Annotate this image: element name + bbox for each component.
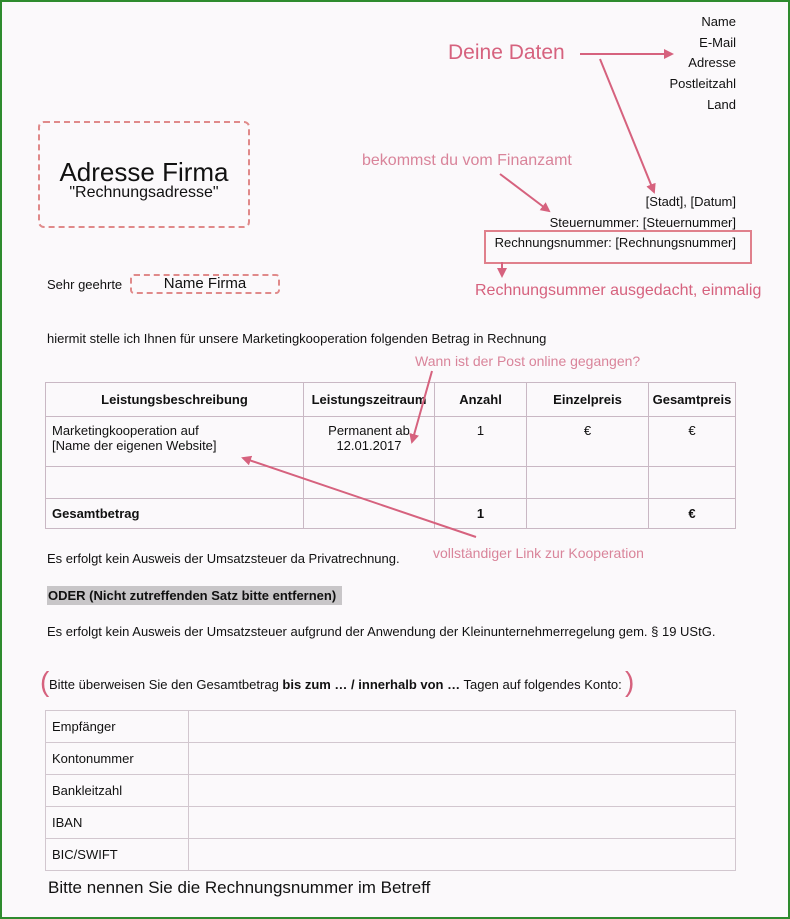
bank-label-iban: IBAN: [46, 807, 189, 839]
or-note: ODER (Nicht zutreffenden Satz bitte entfernen): [48, 588, 337, 603]
salutation-company: Name Firma: [163, 275, 247, 292]
arrow-to-tax-number: [500, 174, 549, 211]
arrow-to-date: [600, 59, 654, 192]
salutation-prefix: Sehr geehrte: [47, 277, 123, 292]
bank-label-recipient: Empfänger: [46, 711, 189, 743]
recipient-subtitle: "Rechnungsadresse": [69, 184, 219, 201]
payment-text-part1: Bitte überweisen Sie den Gesamtbetrag: [49, 677, 283, 692]
service-total-price: €: [649, 417, 736, 467]
vat-note-private: Es erfolgt kein Ausweis der Umsatzsteuer da Privatrechnung.: [47, 551, 400, 566]
service-description-line2: [Name der eigenen Website]: [52, 438, 217, 453]
bank-label-bank-code: Bankleitzahl: [46, 775, 189, 807]
city-date: [Stadt], [Datum]: [645, 194, 736, 209]
bank-label-bic: BIC/SWIFT: [46, 839, 189, 871]
payment-close-paren: ): [625, 666, 635, 697]
annotation-deine-daten: Deine Daten: [448, 41, 565, 64]
service-unit-price: €: [527, 417, 649, 467]
payment-open-paren: (: [40, 666, 50, 697]
sender-postcode: Postleitzahl: [669, 76, 736, 91]
total-label: Gesamtbetrag: [46, 499, 304, 529]
service-description-line1: Marketingkooperation auf: [52, 423, 199, 438]
header-einzelpreis: Einzelpreis: [527, 383, 649, 417]
sender-email: E-Mail: [699, 35, 736, 50]
closing-note: Bitte nennen Sie die Rechnungsnummer im Betreff: [48, 878, 431, 897]
bank-label-account: Kontonummer: [46, 743, 189, 775]
annotation-finanzamt: bekommst du vom Finanzamt: [362, 152, 572, 169]
arrow-to-website: [243, 458, 476, 537]
tax-number: Steuernummer: [Steuernummer]: [549, 215, 736, 230]
vat-note-small-business: Es erfolgt kein Ausweis der Umsatzsteuer aufgrund der Anwendung der Kleinunternehmerregelung gem. § 19 UStG.: [47, 624, 716, 639]
header-anzahl: Anzahl: [435, 383, 527, 417]
total-quantity: 1: [435, 499, 527, 529]
service-period-line2: 12.01.2017: [336, 438, 402, 453]
annotation-arrows: [2, 2, 788, 917]
annotation-link-hint: vollständiger Link zur Kooperation: [433, 545, 644, 561]
sender-country: Land: [707, 97, 736, 112]
total-price: €: [649, 499, 736, 529]
header-gesamtpreis: Gesamtpreis: [649, 383, 736, 417]
annotation-rechnungsnummer-hint: Rechnungsummer ausgedacht, einmalig: [475, 282, 762, 299]
header-leistungsbeschreibung: Leistungsbeschreibung: [46, 383, 304, 417]
recipient-title: Adresse Firma: [59, 157, 229, 187]
payment-text-deadline: bis zum … / innerhalb von …: [282, 677, 461, 692]
sender-name: Name: [701, 14, 736, 29]
intro-text: hiermit stelle ich Ihnen für unsere Marketingkooperation folgenden Betrag in Rechnung: [47, 331, 547, 346]
invoice-number: Rechnungsnummer: [Rechnungsnummer]: [494, 235, 736, 250]
arrow-to-period: [412, 371, 432, 442]
header-leistungszeitraum: Leistungszeitraum: [304, 383, 435, 417]
payment-text-part3: Tagen auf folgendes Konto:: [460, 677, 622, 692]
service-period-line1: Permanent ab: [328, 423, 410, 438]
service-quantity: 1: [435, 417, 527, 467]
sender-address: Adresse: [688, 55, 736, 70]
annotation-post-online: Wann ist der Post online gegangen?: [415, 353, 641, 369]
